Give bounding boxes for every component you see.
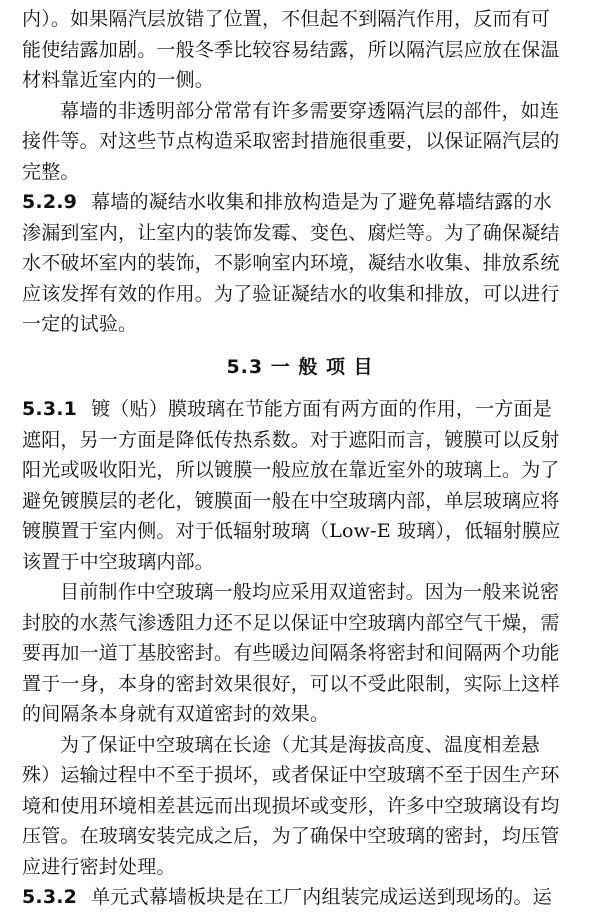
text-line: 能使结露加剧。一般冬季比较容易结露，所以隔汽层应放在保温	[22, 38, 560, 61]
clause-5-2-9	[22, 187, 578, 340]
text-line: 水不破坏室内的装饰，不影响室内环境，凝结水收集、排放系统	[22, 252, 560, 274]
clause-number: 5.3.2	[22, 886, 78, 908]
clause-5-3-2	[22, 882, 578, 913]
paragraph-pressure-tube	[22, 730, 578, 883]
paragraph-non-transparent-parts	[22, 96, 578, 188]
text-line: 要再加一道丁基胶密封。有些暖边间隔条将密封和间隔两个功能	[22, 642, 560, 664]
text-line: 置于一身，本身的密封效果很好，可以不受此限制，实际上这样	[22, 672, 560, 695]
text-line: 幕墙的非透明部分常常有许多需要穿透隔汽层的部件，如连	[60, 99, 560, 122]
paragraph-vapor-barrier-placement	[22, 4, 578, 96]
text-line: 一定的试验。	[22, 313, 138, 335]
text-line: 为了保证中空玻璃在长途（尤其是海拔高度、温度相差悬	[60, 733, 541, 756]
clause-number: 5.3.1	[22, 398, 78, 420]
clause-text: 单元式幕墙板块是在工厂内组装完成运送到现场的。运	[91, 886, 552, 908]
text-line: 应该发挥有效的作用。为了验证凝结水的收集和排放，可以进行	[22, 282, 560, 305]
clause-5-3-1	[22, 394, 578, 577]
clause-text: 镀（贴）膜玻璃在节能方面有两方面的作用，一方面是	[91, 398, 552, 420]
clause-number: 5.2.9	[22, 191, 78, 213]
text-line: 避免镀膜层的老化，镀膜面一般在中空玻璃内部，单层玻璃应将	[22, 489, 560, 512]
text-line: 镀膜置于室内侧。对于低辐射玻璃（Low-E 玻璃），低辐射膜应	[22, 520, 561, 542]
text-line: 接件等。对这些节点构造采取密封措施很重要，以保证隔汽层的	[22, 130, 560, 152]
text-line: 内）。如果隔汽层放错了位置，不但起不到隔汽作用，反而有可	[22, 8, 551, 30]
text-line: 渗漏到室内，让室内的装饰发霉、变色、腐烂等。为了确保凝结	[22, 221, 560, 244]
text-line: 阳光或吸收阳光，所以镀膜一般应放在靠近室外的玻璃上。为了	[22, 459, 560, 481]
text-line: 应进行密封处理。	[22, 855, 176, 878]
text-line: 封胶的水蒸气渗透阻力还不足以保证中空玻璃内部空气干燥，需	[22, 611, 560, 634]
paragraph-double-seal	[22, 577, 578, 730]
text-line: 材料靠近室内的一侧。	[22, 69, 215, 91]
section-heading: 5.3 一 般 项 目	[226, 355, 374, 378]
clause-first-line	[22, 882, 578, 913]
clause-text: 幕墙的凝结水收集和排放构造是为了避免幕墙结露的水	[91, 191, 552, 213]
text-line: 完整。	[22, 160, 80, 183]
text-line: 的间隔条本身就有双道密封的效果。	[22, 703, 330, 725]
text-line: 境和使用环境相差甚远而出现损坏或变形，许多中空玻璃设有均	[22, 794, 560, 817]
text-line: 目前制作中空玻璃一般均应采用双道密封。因为一般来说密	[60, 581, 560, 603]
text-line: 压管。在玻璃安装完成之后，为了确保中空玻璃的密封，均压管	[22, 825, 560, 847]
text-line: 殊）运输过程中不至于损坏，或者保证中空玻璃不至于因生产环	[22, 764, 560, 786]
text-line: 该置于中空玻璃内部。	[22, 550, 215, 573]
clause-first-line	[22, 394, 578, 425]
clause-first-line	[22, 187, 578, 218]
text-line: 遮阳，另一方面是降低传热系数。对于遮阳而言，镀膜可以反射	[22, 428, 560, 451]
